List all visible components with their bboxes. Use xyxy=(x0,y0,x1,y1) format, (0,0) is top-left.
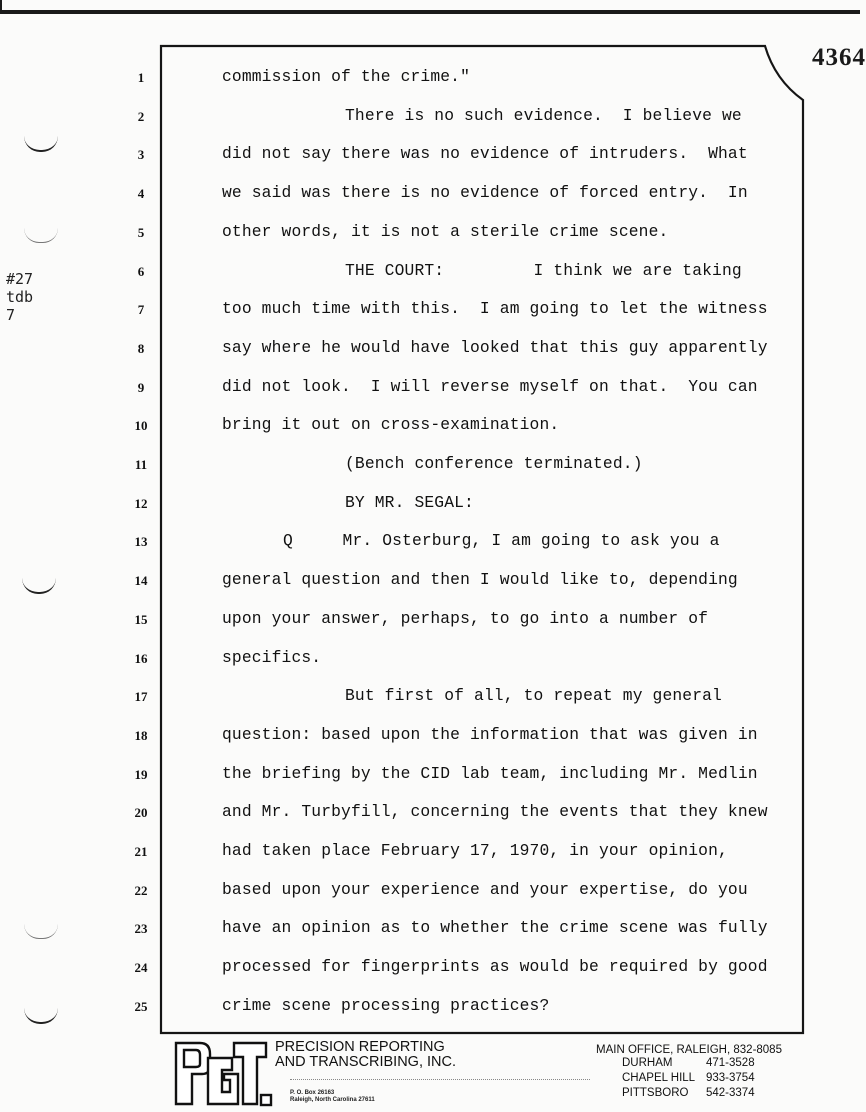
company-name-line: PRECISION REPORTING xyxy=(275,1039,445,1055)
company-logo xyxy=(172,1040,272,1108)
main-office: MAIN OFFICE, RALEIGH, 832-8085 xyxy=(596,1044,782,1056)
line-number: 1 xyxy=(137,70,145,85)
company-address xyxy=(290,1090,375,1104)
transcript-line: upon your answer, perhaps, to go into a number of xyxy=(222,608,709,628)
transcript-line: bring it out on cross-examination. xyxy=(222,415,560,435)
transcript-line: we said was there is no evidence of forced entry. In xyxy=(222,183,748,203)
office-city: PITTSBORO xyxy=(622,1087,689,1099)
transcript-line: other words, it is not a sterile crime scene. xyxy=(222,221,669,241)
office-row xyxy=(622,1071,782,1086)
footer-divider xyxy=(290,1079,590,1080)
transcript-line: specifics. xyxy=(222,647,322,667)
line-number: 11 xyxy=(134,457,148,472)
line-number: 18 xyxy=(134,727,148,743)
line-number: 22 xyxy=(134,882,148,898)
office-row xyxy=(622,1086,782,1101)
transcript-line: commission of the crime." xyxy=(222,67,471,86)
line-number: 8 xyxy=(137,340,145,356)
line-number: 9 xyxy=(137,379,145,395)
transcript-line: processed for fingerprints as would be required by good xyxy=(222,957,768,977)
line-number: 4 xyxy=(137,186,145,202)
company-name-line: AND TRANSCRIBING, INC. xyxy=(275,1054,457,1070)
transcript-line: the briefing by the CID lab team, including Mr. Medlin xyxy=(222,763,758,783)
company-name xyxy=(275,1040,456,1070)
transcript-line: THE COURT: I think we are taking xyxy=(345,260,742,280)
address-line: Raleigh, North Carolina 27611 xyxy=(290,1097,375,1103)
address-line: P. O. Box 26163 xyxy=(290,1090,335,1096)
line-number: 20 xyxy=(134,805,148,821)
line-number: 19 xyxy=(134,766,148,782)
line-number: 21 xyxy=(134,844,148,859)
line-number: 12 xyxy=(134,495,148,511)
office-phone: 542-3374 xyxy=(706,1087,755,1099)
line-number: 17 xyxy=(134,689,148,705)
transcript-line: did not look. I will reverse myself on that. You can xyxy=(222,376,758,396)
line-number: 6 xyxy=(137,263,145,279)
office-list xyxy=(596,1044,782,1101)
transcript-line: and Mr. Turbyfill, concerning the events that they knew xyxy=(222,802,768,822)
line-number: 3 xyxy=(137,147,145,163)
margin-note xyxy=(6,270,33,324)
office-city: DURHAM xyxy=(622,1057,673,1069)
transcript-line: question: based upon the information that was given in xyxy=(222,724,758,744)
line-number: 2 xyxy=(137,108,145,124)
page-number: 4364 xyxy=(812,44,866,71)
transcript-line: say where he would have looked that this guy apparently xyxy=(222,337,768,357)
line-number: 5 xyxy=(137,224,145,240)
line-number: 7 xyxy=(137,302,145,318)
transcript-line: There is no such evidence. I believe we xyxy=(345,105,742,125)
transcript-line: But first of all, to repeat my general xyxy=(345,686,722,706)
office-row xyxy=(622,1056,782,1071)
line-number: 24 xyxy=(134,960,148,976)
office-city: CHAPEL HILL xyxy=(622,1072,696,1084)
transcript-line: crime scene processing practices? xyxy=(222,995,550,1015)
transcript-line: Q Mr. Osterburg, I am going to ask you a xyxy=(283,531,720,551)
transcript-line: too much time with this. I am going to let the witness xyxy=(222,299,768,319)
office-phone: 471-3528 xyxy=(706,1057,755,1069)
line-number: 16 xyxy=(134,650,148,666)
transcript-line: had taken place February 17, 1970, in your opinion, xyxy=(222,841,728,860)
office-phone: 933-3754 xyxy=(706,1072,755,1084)
transcript-line: (Bench conference terminated.) xyxy=(345,454,643,473)
line-number: 10 xyxy=(134,418,148,434)
line-number: 25 xyxy=(134,998,148,1014)
transcript-line: based upon your experience and your expertise, do you xyxy=(222,879,748,899)
transcript-line: BY MR. SEGAL: xyxy=(345,492,474,512)
transcript-line: general question and then I would like to, depending xyxy=(222,570,738,590)
line-number: 23 xyxy=(134,921,148,937)
line-number: 14 xyxy=(134,573,148,589)
margin-note-line: tdb xyxy=(6,288,34,306)
line-number: 15 xyxy=(134,611,148,627)
margin-note-line: #27 xyxy=(6,270,34,288)
margin-note-line: 7 xyxy=(6,306,16,324)
transcript-line: did not say there was no evidence of intruders. What xyxy=(222,144,748,164)
transcript-line: have an opinion as to whether the crime scene was fully xyxy=(222,918,768,938)
line-number: 13 xyxy=(134,534,148,550)
